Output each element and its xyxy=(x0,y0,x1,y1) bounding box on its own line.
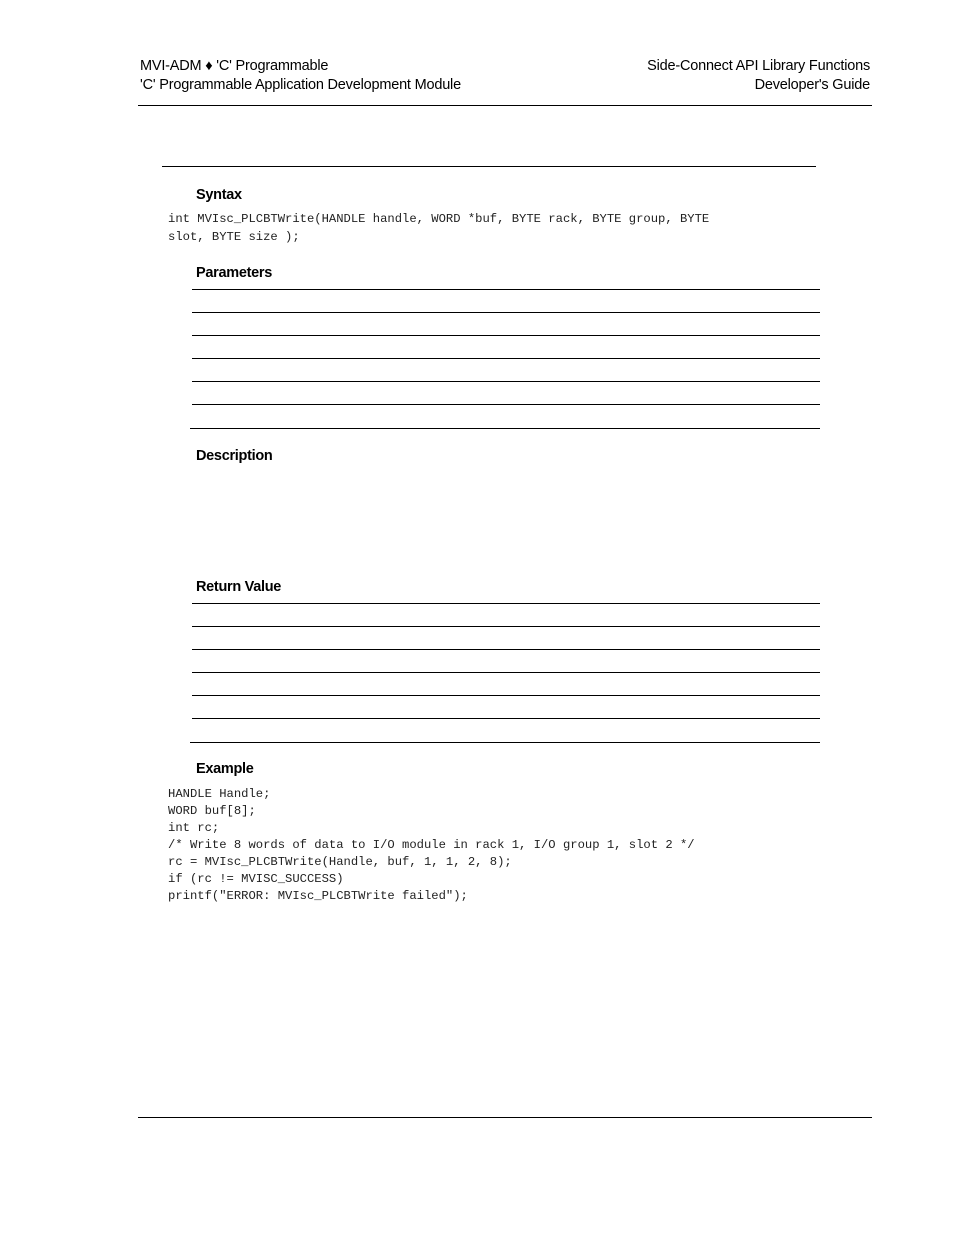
syntax-line-1: int MVIsc_PLCBTWrite(HANDLE handle, WORD *buf, BYTE rack, BYTE group, BYTE xyxy=(168,212,710,226)
parameters-table-rule xyxy=(192,335,820,336)
example-code-line: int rc; xyxy=(168,821,220,835)
example-code-line: if (rc != MVISC_SUCCESS) xyxy=(168,872,344,886)
example-code-line: printf("ERROR: MVIsc_PLCBTWrite failed"); xyxy=(168,889,468,903)
example-code-line: HANDLE Handle; xyxy=(168,787,271,801)
parameters-table-rule xyxy=(192,358,820,359)
example-code-block xyxy=(168,786,695,905)
return-value-table-rule xyxy=(192,649,820,650)
header-rule xyxy=(138,105,872,106)
return-value-table-rule xyxy=(192,695,820,696)
header-right-line1: Side-Connect API Library Functions xyxy=(647,58,870,74)
header-right-line2: Developer's Guide xyxy=(754,77,870,93)
example-code-line: /* Write 8 words of data to I/O module in rack 1, I/O group 1, slot 2 */ xyxy=(168,838,695,852)
header-left-line2: 'C' Programmable Application Development Module xyxy=(140,77,461,93)
example-code-line: rc = MVIsc_PLCBTWrite(Handle, buf, 1, 1, 2, 8); xyxy=(168,855,512,869)
footer-rule xyxy=(138,1117,872,1118)
return-value-table-rule xyxy=(192,626,820,627)
parameters-table-rule xyxy=(192,404,820,405)
return-value-table-rule xyxy=(192,672,820,673)
parameters-table-rule xyxy=(192,381,820,382)
parameters-table-rule xyxy=(192,312,820,313)
header-left-line1: MVI-ADM ♦ 'C' Programmable xyxy=(140,58,329,74)
return-value-table-bottom-rule xyxy=(190,742,820,743)
description-heading: Description xyxy=(196,448,273,464)
example-heading: Example xyxy=(196,761,254,777)
return-value-heading: Return Value xyxy=(196,579,282,595)
return-value-table-rule xyxy=(192,603,820,604)
return-value-table-rule xyxy=(192,718,820,719)
parameters-table-rule xyxy=(192,289,820,290)
example-code-line: WORD buf[8]; xyxy=(168,804,256,818)
syntax-line-2: slot, BYTE size ); xyxy=(168,230,300,244)
function-title-rule xyxy=(162,166,816,167)
parameters-heading: Parameters xyxy=(196,265,272,281)
syntax-heading: Syntax xyxy=(196,187,242,203)
parameters-table-bottom-rule xyxy=(190,428,820,429)
